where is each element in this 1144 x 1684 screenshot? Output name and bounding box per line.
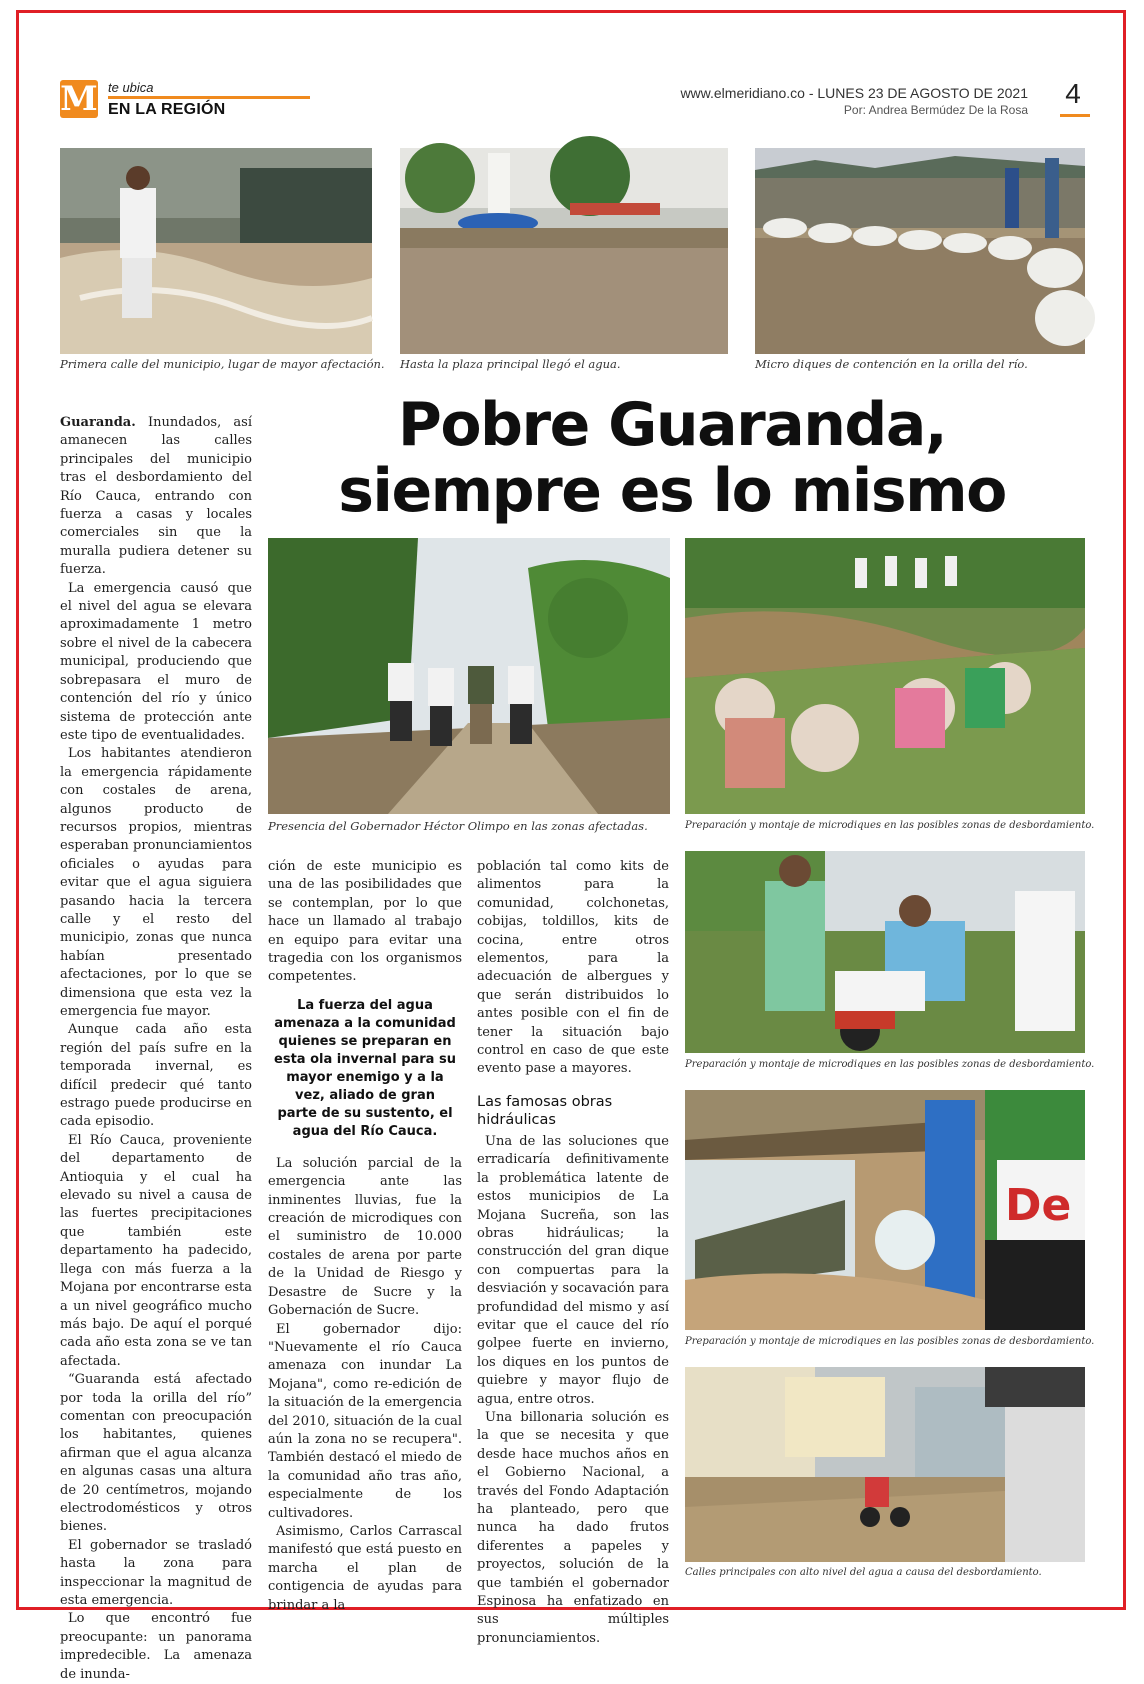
page-number: 4	[1065, 78, 1081, 109]
paragraph: El Río Cauca, proveniente del departamento de Antioquia y el cual ha elevado su nivel a causa de las fuertes precipitaciones que también este departamento ha padecido, llega con más fuerza a la Mojana por encontrarse esta a un nivel geográfico mucho más bajo. De aquí el porqué cada año esta zona se ve tan afectada.	[60, 1132, 252, 1369]
caption-main-streets: Calles principales con alto nivel del agua a causa del desbordamiento.	[685, 1567, 1042, 1578]
kicker-rule	[108, 96, 310, 99]
section-title: EN LA REGIÓN	[108, 101, 226, 118]
masthead	[680, 85, 1028, 117]
byline: Por: Andrea Bermúdez De la Rosa	[843, 103, 1028, 117]
meridiano-logo: M	[60, 79, 98, 119]
subheading: Las famosas obras hidráulicas	[477, 1093, 613, 1128]
paragraph: Lo que encontró fue preocupante: un panorama impredecible. La amenaza de inunda-	[60, 1611, 252, 1682]
article-column-1	[60, 414, 252, 1684]
caption-photo-2: Hasta la plaza principal llegó el agua.	[400, 357, 621, 371]
pull-quote: La fuerza del agua amenaza a la comunidad quienes se preparan en esta ola invernal para su mayor enemigo y a la vez, aliado de gran parte de su sustento, el agua del Río Cauca.	[274, 997, 456, 1139]
article-column-3	[477, 858, 669, 1648]
paragraph: El gobernador dijo: "Nuevamente el río Cauca amenaza con inundar La Mojana", como re-edición de la situación de la emergencia del 2010, situación de la cual aún la zona no se recupera". También destacó el miedo de la comunidad año tras año, especialmente de los cultivadores.	[268, 1321, 462, 1521]
photo-loading-motorbike	[685, 851, 1085, 1053]
photo-flooded-plaza	[400, 148, 728, 354]
headline-line-1: Pobre Guaranda,	[397, 390, 947, 460]
paragraph: Asimismo, Carlos Carrascal manifestó que está puesto en marcha el plan de contigencia de ayudas para brindar a la	[268, 1523, 462, 1613]
paragraph: población tal como kits de alimentos para la comunidad, colchonetas, cobijas, toldillos, kits de cocina, entre otros elementos, para la adecuación de albergues y que serán distribuidos lo antes posible con el fin de tener la situación bajo control en caso de que este evento pase a mayores.	[477, 859, 669, 1077]
headline	[262, 392, 1082, 524]
paragraph: El gobernador se trasladó hasta la zona para inspeccionar la magnitud de esta emergencia.	[60, 1537, 252, 1608]
paragraph: La solución parcial de la emergencia ante las inminentes lluvias, fue la creación de microdiques con el suministro de 10.000 costales de arena por parte de la Unidad de Riesgo y Desastre de Sucre y la Gobernación de Sucre.	[268, 1155, 462, 1319]
svg-text:De: De	[1005, 1180, 1072, 1231]
photo-flooded-main-street	[685, 1367, 1085, 1562]
photo-micro-dikes	[755, 148, 1085, 354]
site-date: www.elmeridiano.co - LUNES 23 DE AGOSTO DE 2021	[680, 85, 1028, 101]
caption-governor: Presencia del Gobernador Héctor Olimpo en las zonas afectadas.	[268, 819, 648, 833]
kicker-label: te ubica	[108, 80, 154, 95]
headline-line-2: siempre es lo mismo	[338, 456, 1006, 526]
caption-photo-1: Primera calle del municipio, lugar de mayor afectación.	[60, 357, 385, 371]
paragraph: Los habitantes atendieron la emergencia rápidamente con costales de arena, algunos producto de recursos propios, mientras esperaban pronunciamientos oficiales o ayudas para evitar que el agua siguiera pasando hacia la tercera calle y el resto del municipio, zonas que nunca habían presentado afectaciones, por lo que se dimensiona que esta vez la emergencia fue mayor.	[60, 746, 252, 1019]
paragraph: Una billonaria solución es la que se necesita y que desde hace muchos años en el Gobierno Nacional, a través del Fondo Adaptación ha planteado, pero que nunca ha dado frutos diferentes a papeles y proyectos, solución de la que también el gobernador Espinosa ha enfatizado en sus múltiples pronunciamientos.	[477, 1409, 669, 1646]
caption-sandbags-3: Preparación y montaje de microdiques en las posibles zonas de desbordamiento.	[685, 1336, 1095, 1347]
dateline: Guaranda.	[60, 415, 136, 430]
photo-governor-visit	[268, 538, 670, 814]
lead-paragraph	[60, 414, 252, 580]
article-column-2	[268, 858, 462, 1615]
paragraph: ción de este municipio es una de las posibilidades que se contemplan, por lo que hace un llamado al trabajo en equipo para evitar una tragedia con los organismos competentes.	[268, 859, 462, 985]
lead-text: Inundados, así amanecen las calles principales del municipio tras el desbordamiento del Río Cauca, entrando con fuerza a casas y locales comerciales sin que la muralla pudiera detener su fuerza.	[60, 415, 252, 578]
photo-flooded-street	[60, 148, 372, 354]
photo-sandbag-workers	[685, 538, 1085, 814]
page-number-rule	[1060, 114, 1090, 117]
paragraph: Una de las soluciones que erradicaría definitivamente la problemática latente de estos municipios de La Mojana Sucreña, son las obras hidráulicas; la construcción del gran dique con compuertas para la desviación y socavación para profundidad del mismo y así evitar que el cauce del río golpee fuerte en invierno, los diques en los puntos de quiebre y mayor flujo de agua, entre otros.	[477, 1133, 669, 1407]
photo-flooded-houses	[685, 1090, 1085, 1330]
paragraph: La emergencia causó que el nivel del agua se elevara aproximadamente 1 metro sobre el nivel de la cabecera municipal, produciendo que sobrepasara el muro de contención del río y único sistema de protección ante este tipo de eventualidades.	[60, 580, 252, 743]
caption-sandbags-1: Preparación y montaje de microdiques en las posibles zonas de desbordamiento.	[685, 820, 1095, 831]
caption-sandbags-2: Preparación y montaje de microdiques en las posibles zonas de desbordamiento.	[685, 1059, 1095, 1070]
caption-photo-3: Micro diques de contención en la orilla del río.	[755, 357, 1028, 371]
paragraph: Aunque cada año esta región del país sufre en la temporada invernal, es difícil predecir qué tanto estrago puede producirse en cada episodio.	[60, 1022, 252, 1130]
paragraph: “Guaranda está afectado por toda la orilla del río” comentan con preocupación los habitantes, quienes afirman que el agua alcanza en algunas casas una altura de 20 centímetros, mojando electrodomésticos y otros bienes.	[60, 1372, 252, 1535]
